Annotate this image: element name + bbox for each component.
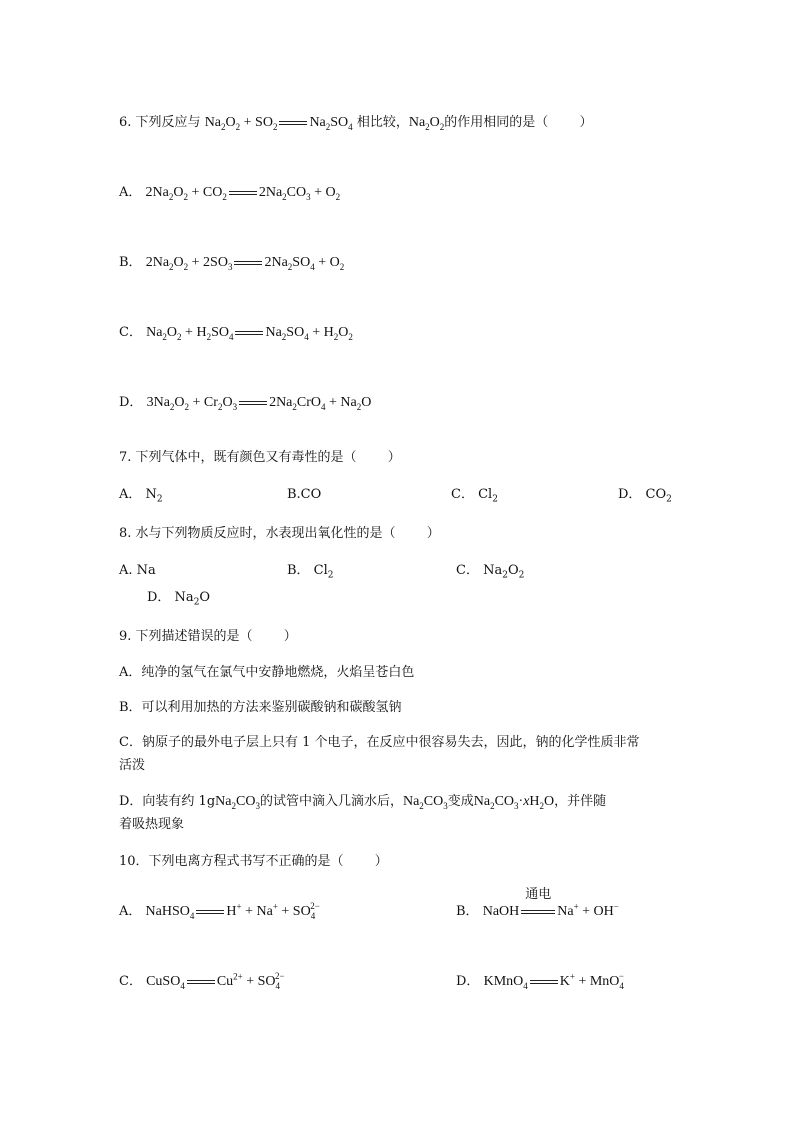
q10-option-b: B． NaOH 通电 Na+ + OH− <box>456 886 619 919</box>
q7-stem: 7. 下列气体中，既有颜色又有毒性的是（ ） <box>119 450 401 465</box>
q8-stem: 8. 水与下列物质反应时，水表现出氧化性的是（ ） <box>119 526 440 541</box>
q8-option-d: D． $Na_2O$ <box>147 590 211 608</box>
q9-option-d-line2: 着吸热现象 <box>119 817 185 832</box>
q9-stem: 9. 下列描述错误的是（ ） <box>119 629 297 644</box>
electrolysis-condition: 通电 <box>521 906 555 918</box>
q6-reaction: $Na_2O_2 + SO_2$ $Na_2SO_4$ <box>204 115 353 132</box>
q7-option-a: A． $N_2$ <box>119 487 163 505</box>
q7-option-b: B.CO <box>287 487 322 502</box>
q7-option-c: C． $Cl_2$ <box>451 487 498 505</box>
q10-stem: 10．下列电离方程式书写不正确的是（ ） <box>119 854 388 869</box>
q6-option-c: C． $Na_2O_2 + H_2SO_4$ $Na_2SO_4 + H_2O_2$ <box>119 325 353 342</box>
q9-option-d-line1: D．向装有约 $1gNa_2CO_3$的试管中滴入几滴水后，$Na_2CO_3$变成$Na_2CO_3\cdot xH_2O$，并伴随 <box>119 794 607 811</box>
q9-option-c-line2: 活泼 <box>119 758 146 773</box>
q9-option-a: A．纯净的氢气在氯气中安静地燃烧，火焰呈苍白色 <box>119 665 415 680</box>
q8-option-b: B． $Cl_2$ <box>287 563 334 581</box>
q6-prefix: 6. 下列反应与 <box>119 115 201 130</box>
q6-option-a: A． $2Na_2O_2 + CO_2$ $2Na_2CO_3 + O_2$ <box>119 185 341 202</box>
q10-option-c: C． CuSO$_4$ $Cu^{2+} + SO_4^{2-}$ <box>119 971 285 991</box>
q6-stem: 6. 下列反应与 $Na_2O_2 + SO_2$ $Na_2SO_4$ 相比较，$Na_2O_2$的作用相同的是（ ） <box>119 115 593 132</box>
q9-option-c-line1: C．钠原子的最外电子层上只有 1 个电子，在反应中很容易失去，因此，钠的化学性质非常 <box>119 735 640 750</box>
q6-option-d: D． $3Na_2O_2 + Cr_2O_3$ $2Na_2CrO_4 + Na_2O$ <box>119 395 372 412</box>
q10-option-d: D． KMnO$_4$ K+ + MnO$_4$− <box>456 971 624 991</box>
q9-option-b: B．可以利用加热的方法来鉴别碳酸钠和碳酸氢钠 <box>119 700 402 715</box>
q6-suffix-a: 相比较， <box>356 115 409 130</box>
q10-option-a: A． NaHSO$_4$ $H^+ + Na^+ + SO_4^{2-}$ <box>119 901 320 921</box>
q8-option-a: A. Na <box>119 563 156 578</box>
q7-option-d: D． $CO_2$ <box>618 487 672 505</box>
q6-suffix-b: 的作用相同的是（ <box>444 115 549 130</box>
q6-option-b: B． $2Na_2O_2 + 2SO_3$ $2Na_2SO_4 + O_2$ <box>119 255 345 272</box>
q8-option-c: C． $Na_2O_2$ <box>456 563 525 581</box>
